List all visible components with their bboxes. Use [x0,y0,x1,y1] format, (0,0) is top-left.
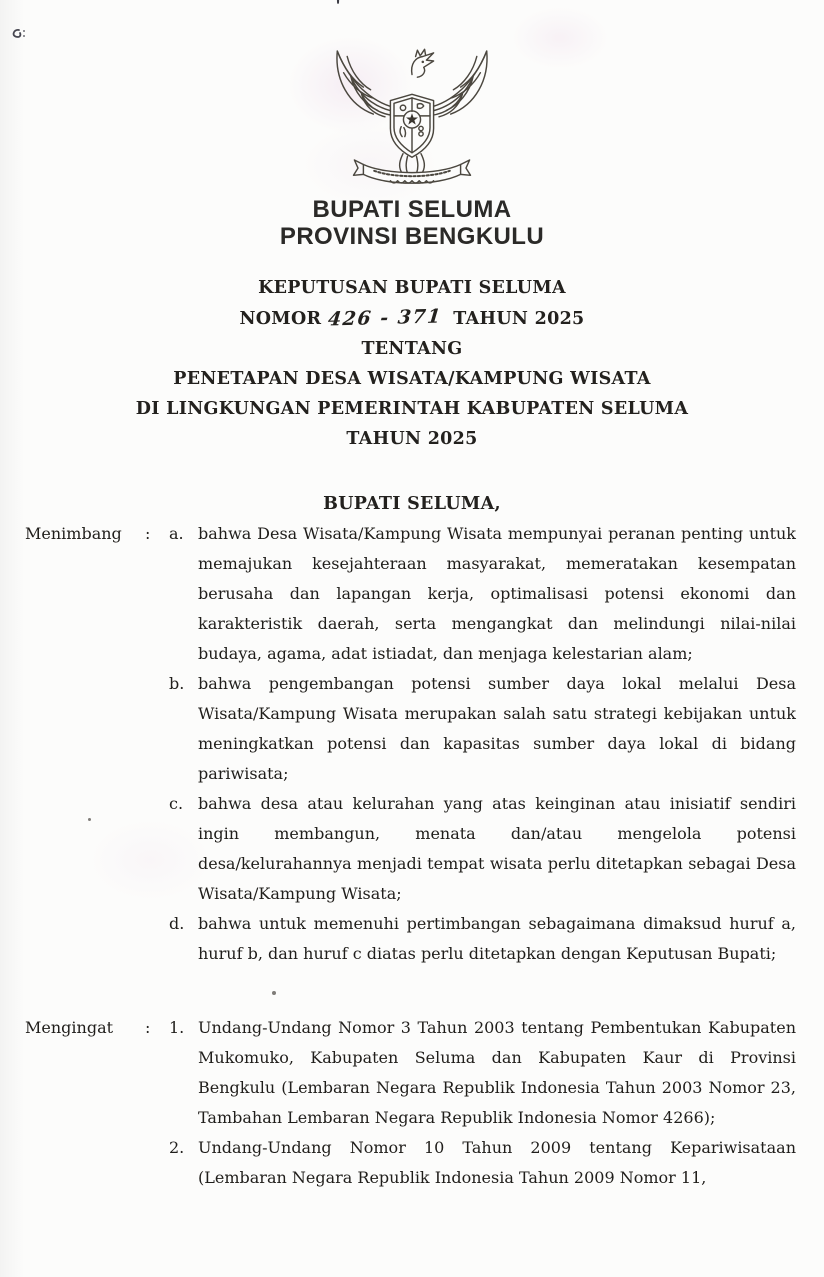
corner-scribble-mark [9,25,29,47]
nomor-handwritten-number: 426 - 371 [327,305,444,331]
mengingat-items [169,1013,796,1193]
item-marker: b. [169,674,185,693]
mengingat-section [25,1013,796,1193]
stray-tick-mark: ' [336,0,341,15]
title-block [0,273,824,454]
item-text: bahwa pengembangan potensi sumber daya lokal melalui Desa Wisata/Kampung Wisata merupakan salah satu strategi kebijakan untuk meningkatkan potensi dan kapasitas sumber daya lokal di bidang pariwisata; [198,674,796,783]
mengingat-colon: : [145,1018,151,1037]
list-item [169,669,796,789]
list-item [169,1133,796,1193]
menimbang-label: Menimbang [25,524,122,543]
item-marker: c. [169,794,184,813]
subject-line-3: TAHUN 2025 [346,429,478,449]
item-text: bahwa Desa Wisata/Kampung Wisata mempunyai peranan penting untuk memajukan kesejahteraan masyarakat, memeratakan kesempatan berusaha dan lapangan kerja, optimalisasi potensi ekonomi dan karakteristik daerah, serta mengangkat dan melindungi nilai-nilai budaya, agama, adat istiadat, dan menjaga kelestarian alam; [198,524,796,663]
decree-number-line [0,303,824,334]
subject-line-1: PENETAPAN DESA WISATA/KAMPUNG WISATA [173,369,651,389]
subject-line-2: DI LINGKUNGAN PEMERINTAH KABUPATEN SELUMA [135,399,689,419]
nomor-year: TAHUN 2025 [453,309,585,329]
letterhead-province: PROVINSI BENGKULU [279,223,545,250]
item-marker: a. [169,524,184,543]
tentang-label: TENTANG [361,339,463,359]
eagle-head [412,49,434,77]
ink-speck [88,818,91,821]
item-text: bahwa untuk memenuhi pertimbangan sebagaimana dimaksud huruf a, huruf b, dan huruf c diatas perlu ditetapkan dengan Keputusan Bupati; [198,914,796,963]
item-text: Undang-Undang Nomor 3 Tahun 2003 tentang Pembentukan Kabupaten Mukomuko, Kabupaten Seluma dan Kabupaten Kaur di Provinsi Bengkulu (Lembaran Negara Republik Indonesia Tahun 2003 Nomor 23, Tambahan Lembaran Negara Republik Indonesia Nomor 4266); [198,1018,796,1127]
ink-speck [272,991,276,995]
menimbang-section [25,519,796,969]
menimbang-items [169,519,796,969]
mengingat-label: Mengingat [25,1018,114,1037]
salutation: BUPATI SELUMA, [323,494,501,514]
item-marker: 1. [169,1018,185,1037]
list-item [169,909,796,969]
list-item [169,789,796,909]
list-item [169,1013,796,1133]
letterhead [0,196,824,250]
menimbang-colon: : [145,524,151,543]
letterhead-office: BUPATI SELUMA [312,196,512,223]
pancasila-shield [390,94,433,157]
item-marker: d. [169,914,185,933]
garuda-pancasila-emblem [322,33,502,188]
motto-banner [354,160,471,183]
decree-title: KEPUTUSAN BUPATI SELUMA [258,278,566,298]
garuda-pancasila-icon [322,33,502,188]
nomor-label: NOMOR [239,309,322,329]
item-text: Undang-Undang Nomor 10 Tahun 2009 tentang Kepariwisataan (Lembaran Negara Republik Indonesia Tahun 2009 Nomor 11, [198,1138,796,1187]
item-marker: 2. [169,1138,185,1157]
item-text: bahwa desa atau kelurahan yang atas keinginan atau inisiatif sendiri ingin membangun, menata dan/atau mengelola potensi desa/kelurahannya menjadi tempat wisata perlu ditetapkan sebagai Desa Wisata/Kampung Wisata; [198,794,796,903]
list-item [169,519,796,669]
